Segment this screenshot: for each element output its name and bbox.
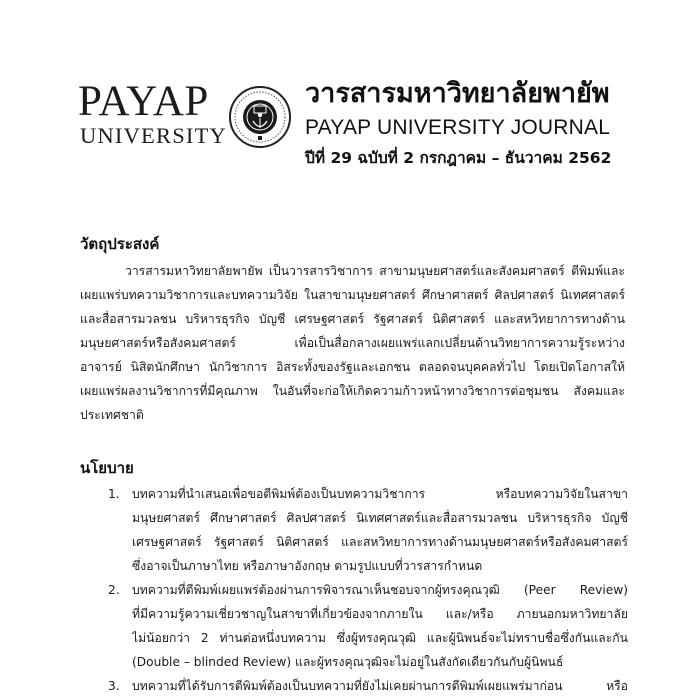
journal-title-block	[305, 78, 645, 171]
journal-issue-info: ปีที่ 29 ฉบับที่ 2 กรกฎาคม – ธันวาคม 2562	[305, 149, 612, 167]
paragraph-line: ประเทศชาติ	[80, 408, 144, 422]
list-item-line: ที่มีความรู้ความเชี่ยวชาญในสาขาที่เกี่ยวข้องจากภายใน และ/หรือ ภายนอกมหาวิทยาลัย	[132, 607, 628, 621]
policy-item-3	[108, 674, 628, 698]
logo-university-text: UNIVERSITY	[80, 123, 227, 148]
paragraph-line: มนุษยศาสตร์หรือสังคมศาสตร์ เพื่อเป็นสื่อกลางเผยแพร่แลกเปลี่ยนด้านวิทยาการความรู้ระหว่าง	[80, 336, 625, 350]
list-number: 3.	[108, 679, 120, 693]
list-number: 2.	[108, 583, 120, 597]
list-item-line: บทความที่ตีพิมพ์เผยแพร่ต้องผ่านการพิจารณาเห็นชอบจากผู้ทรงคุณวุฒิ (Peer Review)	[132, 583, 628, 597]
university-seal-icon	[229, 86, 291, 148]
journal-header	[78, 78, 638, 178]
paragraph-line: และสื่อสารมวลชน บริหารธุรกิจ บัญชี เศรษฐศาสตร์ รัฐศาสตร์ นิติศาสตร์ และสหวิทยาการทางด้าน	[80, 312, 625, 326]
logo-payap-text: PAYAP	[78, 78, 209, 125]
journal-title-english: PAYAP UNIVERSITY JOURNAL	[305, 116, 611, 139]
objectives-heading: วัตถุประสงค์	[80, 235, 160, 253]
paragraph-line: อาจารย์ นิสิตนักศึกษา นักวิชาการ อิสระทั้งของรัฐและเอกชน ตลอดจนบุคคลทั่วไป โดยเปิดโอกาสให้	[80, 360, 625, 374]
journal-title-thai: วารสารมหาวิทยาลัยพายัพ	[305, 78, 610, 109]
paragraph-line: วารสารมหาวิทยาลัยพายัพ เป็นวารสารวิชาการ สาขามนุษยศาสตร์และสังคมศาสตร์ ตีพิมพ์และ	[125, 264, 625, 278]
list-number: 1.	[108, 487, 120, 501]
policy-item-2	[108, 578, 628, 674]
policy-list	[108, 482, 628, 698]
list-item-line: (Double – blinded Review) และผู้ทรงคุณวุฒิจะไม่อยู่ในสังกัดเดียวกันกับผู้นิพนธ์	[132, 655, 564, 669]
policy-item-1	[108, 482, 628, 578]
list-item-line: บทความที่ได้รับการตีพิมพ์ต้องเป็นบทความที่ยังไม่เคยผ่านการตีพิมพ์เผยแพร่มาก่อน หรือ	[132, 679, 628, 693]
policy-heading: นโยบาย	[80, 459, 134, 477]
list-item-line: เศรษฐศาสตร์ รัฐศาสตร์ นิติศาสตร์ และสหวิทยาการทางด้านมนุษยศาสตร์หรือสังคมศาสตร์	[132, 535, 628, 549]
paragraph-line: เผยแพร่บทความวิชาการและบทความวิจัย ในสาขามนุษยศาสตร์ ศึกษาศาสตร์ ศิลปศาสตร์ นิเทศศาสตร์	[80, 288, 625, 302]
objectives-paragraph	[80, 259, 625, 427]
list-item-line: ซึ่งอาจเป็นภาษาไทย หรือภาษาอังกฤษ ตามรูปแบบที่วารสารกำหนด	[132, 559, 483, 573]
list-item-line: มนุษยศาสตร์ ศึกษาศาสตร์ ศิลปศาสตร์ นิเทศศาสตร์และสื่อสารมวลชน บริหารธุรกิจ บัญชี	[132, 511, 628, 525]
list-item-line: บทความที่นำเสนอเพื่อขอตีพิมพ์ต้องเป็นบทความวิชาการ หรือบทความวิจัยในสาขา	[132, 487, 628, 501]
university-logo-wordmark	[78, 78, 228, 148]
paragraph-line: เผยแพร่ผลงานวิชาการที่มีคุณภาพ ในอันที่จะก่อให้เกิดความก้าวหน้าทางวิชาการต่อชุมชน สังคมและ	[80, 384, 625, 398]
list-item-line: ไม่น้อยกว่า 2 ท่านต่อหนึ่งบทความ ซึ่งผู้ทรงคุณวุฒิ และผู้นิพนธ์จะไม่ทราบชื่อซึ่งกันและกัน	[132, 631, 628, 645]
